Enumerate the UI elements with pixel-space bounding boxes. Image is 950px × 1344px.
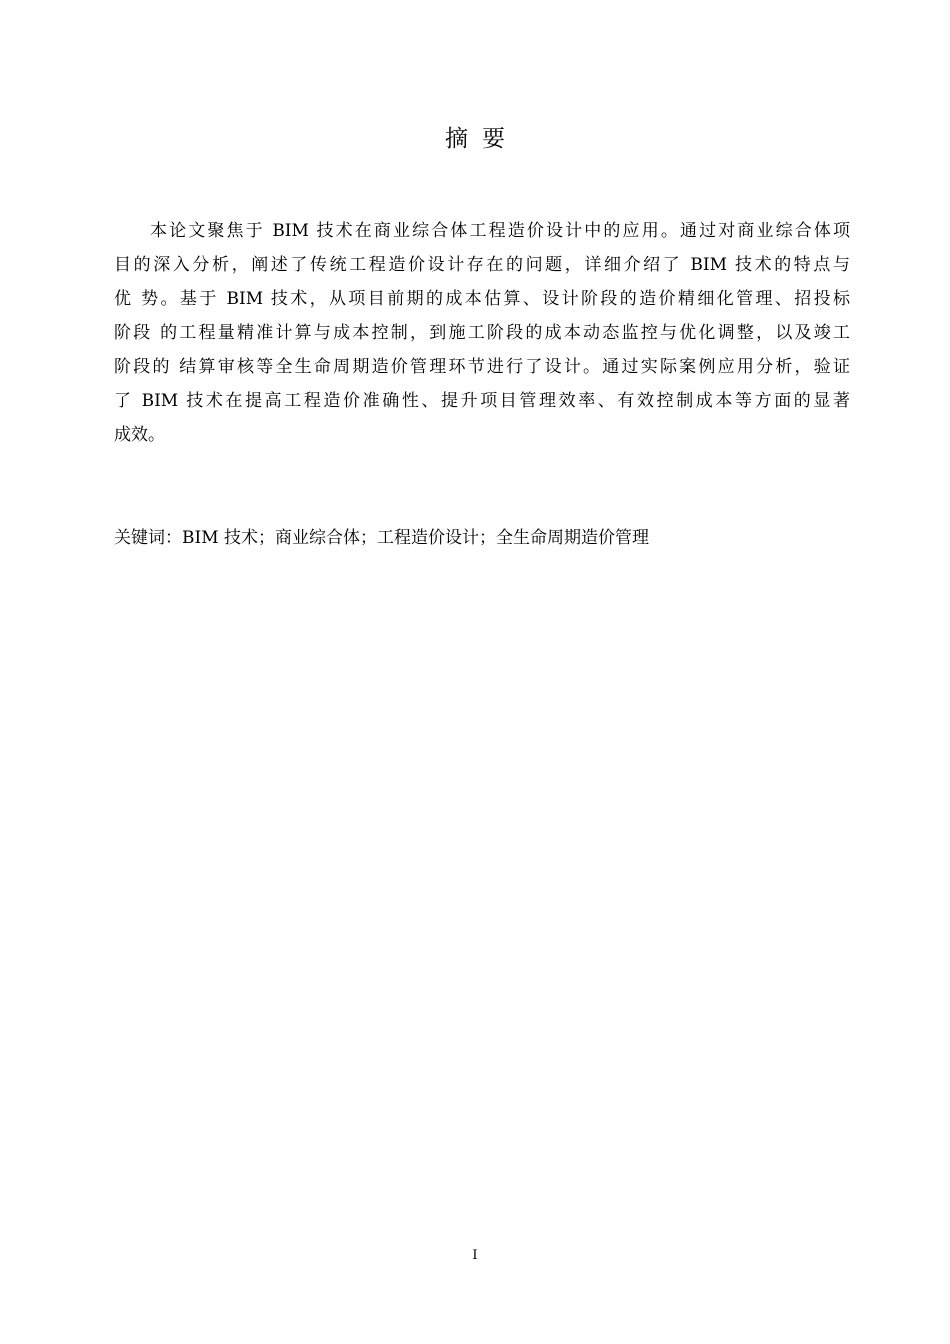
- abstract-body: [114, 214, 850, 452]
- page-number: I: [472, 1248, 478, 1263]
- keywords-text: BIM 技术；商业综合体；工程造价设计；全生命周期造价管理: [182, 528, 650, 548]
- abstract-line: 优 势。基于 BIM 技术，从项目前期的成本估算、设计阶段的造价精细化管理、招投标: [114, 289, 850, 309]
- abstract-line: 本论文聚焦于 BIM 技术在商业综合体工程造价设计中的应用。通过对商业综合体项: [150, 221, 850, 241]
- abstract-line: 阶段的 结算审核等全生命周期造价管理环节进行了设计。通过实际案例应用分析，验证: [114, 357, 850, 377]
- keywords-line: [114, 523, 850, 553]
- keywords-label: 关键词：: [114, 528, 182, 548]
- abstract-line: 阶段 的工程量精准计算与成本控制，到施工阶段的成本动态监控与优化调整，以及竣工: [114, 323, 850, 343]
- abstract-line: 成效。: [114, 425, 165, 445]
- abstract-line: 了 BIM 技术在提高工程造价准确性、提升项目管理效率、有效控制成本等方面的显著: [114, 391, 850, 411]
- abstract-line: 目的深入分析，阐述了传统工程造价设计存在的问题，详细介绍了 BIM 技术的特点与: [114, 255, 850, 275]
- abstract-title: 摘要: [445, 126, 519, 152]
